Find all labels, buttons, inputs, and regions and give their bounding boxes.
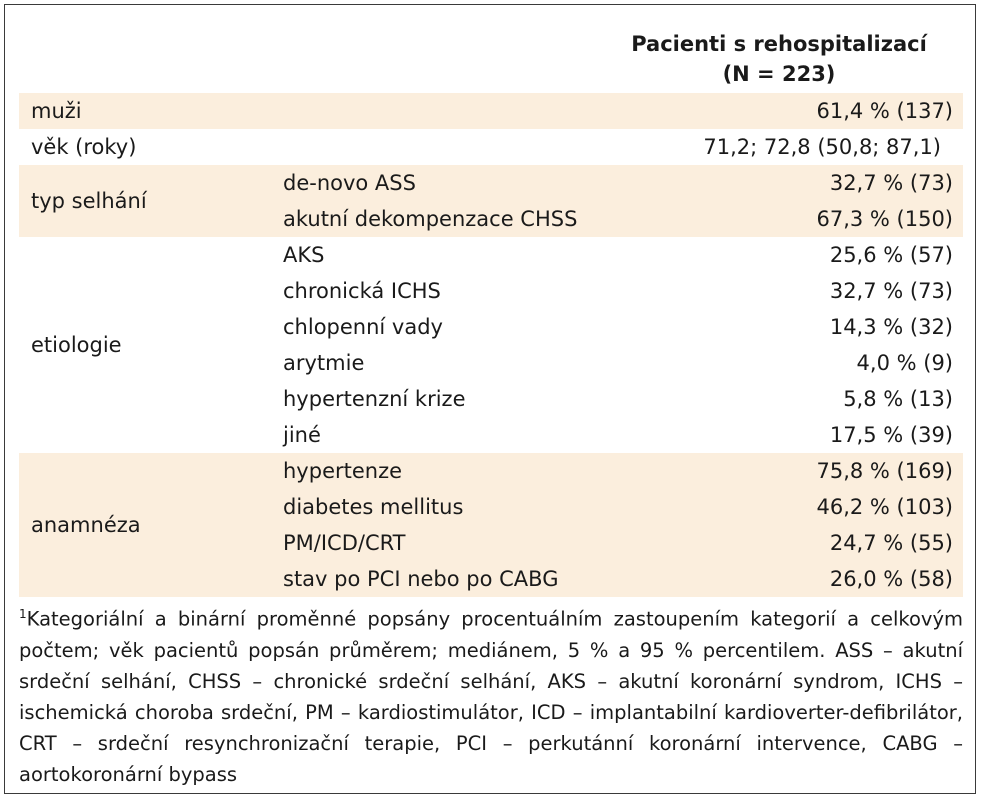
footnote [19,599,963,790]
table-row [19,453,963,489]
row-value: 75,8 % (169) [653,453,963,489]
row-value: 46,2 % (103) [653,489,963,525]
row-value: 26,0 % (58) [653,561,963,597]
table-frame [4,4,976,794]
item-label: chronická ICHS [283,279,441,303]
item-label: jiné [283,423,321,447]
group-label: anamnéza [19,453,271,597]
row-value: 71,2; 72,8 (50,8; 87,1) [703,135,941,159]
item-label: akutní dekompenzace CHSS [271,201,653,237]
row-label: muži [19,93,653,129]
column-header-line1: Pacienti s rehospitalizací [631,32,927,56]
row-label: věk (roky) [31,135,137,159]
row-value: 32,7 % (73) [653,165,963,201]
row-value: 25,6 % (57) [829,243,953,267]
data-table [19,93,963,597]
group-label: etiologie [31,333,122,357]
column-header-line2: (N = 223) [722,62,836,86]
item-label: de-novo ASS [271,165,653,201]
item-label: PM/ICD/CRT [271,525,653,561]
table-row [19,237,963,273]
footnote-text: Kategoriální a binární proměnné popsány procentuálním zastoupením kategorií a celkovým počtem; věk pacientů popsán průměrem; mediánem, 5 % a 95 % percentilem. ASS – akutní srdeční selhání, CHSS – chronické srdeční selhání, AKS – akutní koronární syndrom, ICHS – ischemická choroba srdeční, PM – kardiostimulátor, ICD – implantabilní kardioverter-defibrilátor, CRT – srdeční resynchronizační terapie, PCI – perkutánní koronární intervence, CABG – aortokoronární bypass [19,607,963,786]
row-value: 17,5 % (39) [829,423,953,447]
table-row [19,93,963,129]
row-value: 32,7 % (73) [829,279,953,303]
table-row [19,129,963,165]
column-header [629,29,929,89]
row-value: 5,8 % (13) [843,387,953,411]
table-row [19,165,963,201]
item-label: AKS [283,243,325,267]
footnote-marker: 1 [19,607,27,621]
item-label: arytmie [283,351,365,375]
row-value: 67,3 % (150) [653,201,963,237]
item-label: diabetes mellitus [271,489,653,525]
item-label: hypertenzní krize [283,387,466,411]
row-value: 61,4 % (137) [653,93,963,129]
item-label: chlopenní vady [283,315,443,339]
row-value: 24,7 % (55) [653,525,963,561]
table-header [5,5,975,93]
item-label: stav po PCI nebo po CABG [271,561,653,597]
row-value: 4,0 % (9) [856,351,953,375]
row-value: 14,3 % (32) [829,315,953,339]
group-label: typ selhání [19,165,271,237]
item-label: hypertenze [271,453,653,489]
